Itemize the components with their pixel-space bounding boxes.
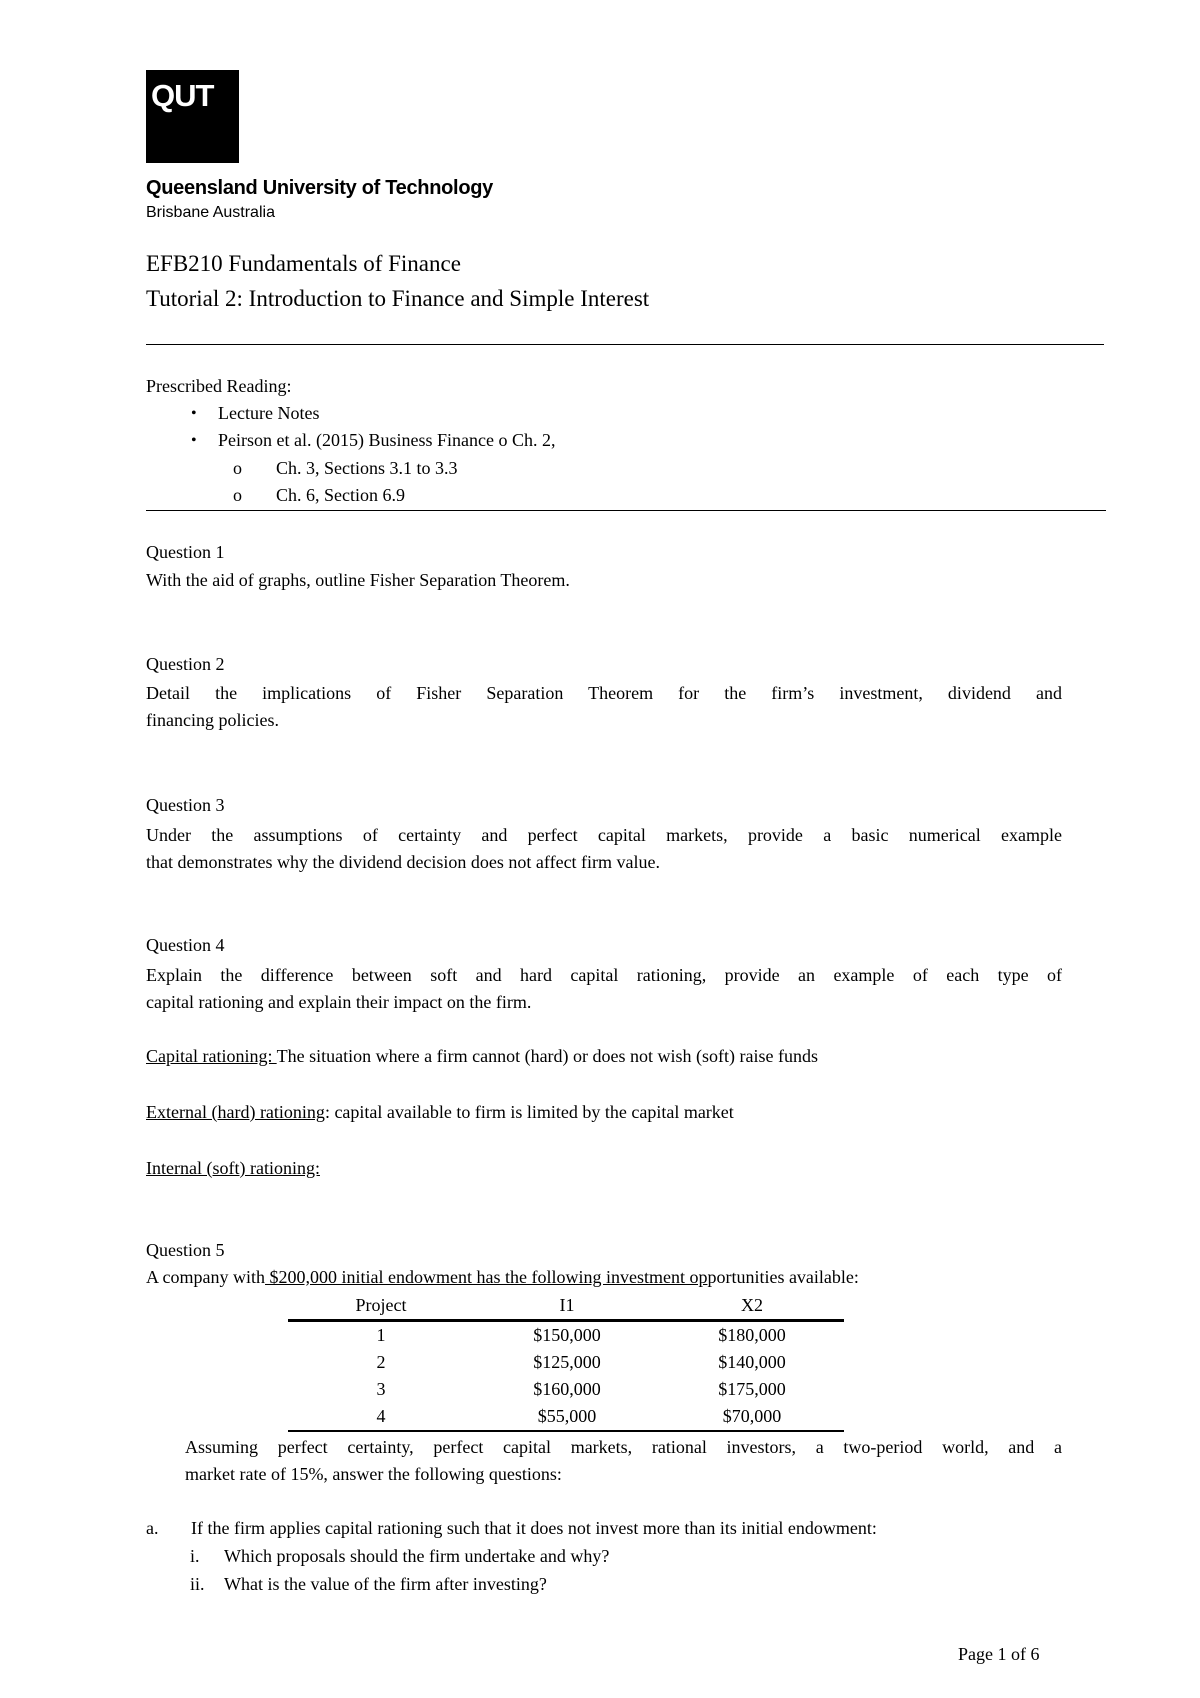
table-cell: $125,000 xyxy=(533,1352,601,1372)
sub-bullet-icon: o xyxy=(233,485,242,505)
question-5-intro xyxy=(146,1267,859,1288)
question-3-line: that demonstrates why the dividend decision does not affect firm value. xyxy=(146,852,661,872)
question-4-line: capital rationing and explain their impact on the firm. xyxy=(146,992,532,1012)
intro-suffix: portunities available: xyxy=(707,1267,859,1287)
qut-logo xyxy=(146,70,239,163)
capital-rationing-definition xyxy=(146,1046,818,1067)
internal-rationing-term: Internal (soft) rationing: xyxy=(146,1158,320,1178)
capital-rationing-def: The situation where a firm cannot (hard) or does not wish (soft) raise funds xyxy=(276,1046,819,1066)
bullet-icon: • xyxy=(191,432,197,449)
table-cell: 3 xyxy=(376,1379,386,1399)
table-row xyxy=(288,1349,844,1376)
table-row xyxy=(288,1376,844,1403)
reading-sub-item: Ch. 6, Section 6.9 xyxy=(276,485,405,505)
table-cell: $175,000 xyxy=(718,1379,786,1399)
question-4-line: Explain the difference between soft and hard capital rationing, provide an example of each type of xyxy=(146,965,1062,985)
logo-text: QUT xyxy=(151,78,214,113)
investment-table xyxy=(288,1292,844,1432)
external-rationing-definition xyxy=(146,1102,734,1123)
intro-underlined: $200,000 initial endowment has the following investment op xyxy=(265,1267,708,1287)
reading-divider xyxy=(146,510,1106,511)
table-cell: 1 xyxy=(376,1325,386,1345)
question-4-text xyxy=(146,962,1062,1016)
column-header: Project xyxy=(355,1295,407,1315)
external-rationing-def: : capital available to firm is limited by the capital market xyxy=(324,1102,734,1122)
question-2-text xyxy=(146,680,1062,734)
reading-heading: Prescribed Reading: xyxy=(146,376,292,396)
table-cell: 2 xyxy=(376,1352,386,1372)
table-header-row xyxy=(288,1292,844,1321)
tutorial-title: Tutorial 2: Introduction to Finance and Simple Interest xyxy=(146,286,650,311)
reading-item: Peirson et al. (2015) Business Finance o Ch. 2, xyxy=(218,430,556,450)
sub-i-text: Which proposals should the firm undertake and why? xyxy=(224,1546,610,1566)
reading-item: Lecture Notes xyxy=(218,403,320,423)
table-cell: $55,000 xyxy=(537,1406,597,1426)
table-row xyxy=(288,1403,844,1431)
question-3-label: Question 3 xyxy=(146,795,225,815)
top-divider xyxy=(146,344,1104,345)
part-a-label: a. xyxy=(146,1518,159,1538)
column-header: X2 xyxy=(741,1295,763,1315)
university-name: Queensland University of Technology xyxy=(146,177,493,199)
course-title: EFB210 Fundamentals of Finance xyxy=(146,251,461,276)
sub-ii-label: ii. xyxy=(190,1574,205,1594)
sub-bullet-icon: o xyxy=(233,458,242,478)
table-cell: $160,000 xyxy=(533,1379,601,1399)
question-3-text xyxy=(146,822,1062,876)
column-header: I1 xyxy=(559,1295,575,1315)
question-5-label: Question 5 xyxy=(146,1240,225,1260)
assumptions-line: Assuming perfect certainty, perfect capital markets, rational investors, a two-period world, and a xyxy=(185,1437,1062,1457)
table-cell: $180,000 xyxy=(718,1325,786,1345)
table-cell: $150,000 xyxy=(533,1325,601,1345)
capital-rationing-term: Capital rationing: xyxy=(146,1046,277,1066)
sub-i-label: i. xyxy=(190,1546,200,1566)
table-row xyxy=(288,1321,844,1350)
question-2-label: Question 2 xyxy=(146,654,225,674)
intro-prefix: A company with xyxy=(146,1267,265,1287)
part-a-text: If the firm applies capital rationing such that it does not invest more than its initial endowment: xyxy=(191,1518,877,1538)
question-1-label: Question 1 xyxy=(146,542,225,562)
table-cell: $70,000 xyxy=(722,1406,782,1426)
university-location: Brisbane Australia xyxy=(146,204,275,221)
question-1-text: With the aid of graphs, outline Fisher Separation Theorem. xyxy=(146,570,570,590)
table-cell: 4 xyxy=(376,1406,386,1426)
reading-sub-item: Ch. 3, Sections 3.1 to 3.3 xyxy=(276,458,458,478)
table-cell: $140,000 xyxy=(718,1352,786,1372)
bullet-icon: • xyxy=(191,405,197,422)
question-2-line: financing policies. xyxy=(146,710,279,730)
question-5-assumptions xyxy=(185,1434,1062,1488)
question-3-line: Under the assumptions of certainty and perfect capital markets, provide a basic numerical example xyxy=(146,825,1062,845)
sub-ii-text: What is the value of the firm after investing? xyxy=(224,1574,547,1594)
question-2-line: Detail the implications of Fisher Separation Theorem for the firm’s investment, dividend and xyxy=(146,683,1062,703)
question-4-label: Question 4 xyxy=(146,935,225,955)
external-rationing-term: External (hard) rationing xyxy=(146,1102,325,1122)
page-number: Page 1 of 6 xyxy=(958,1644,1040,1664)
assumptions-line: market rate of 15%, answer the following questions: xyxy=(185,1464,562,1484)
